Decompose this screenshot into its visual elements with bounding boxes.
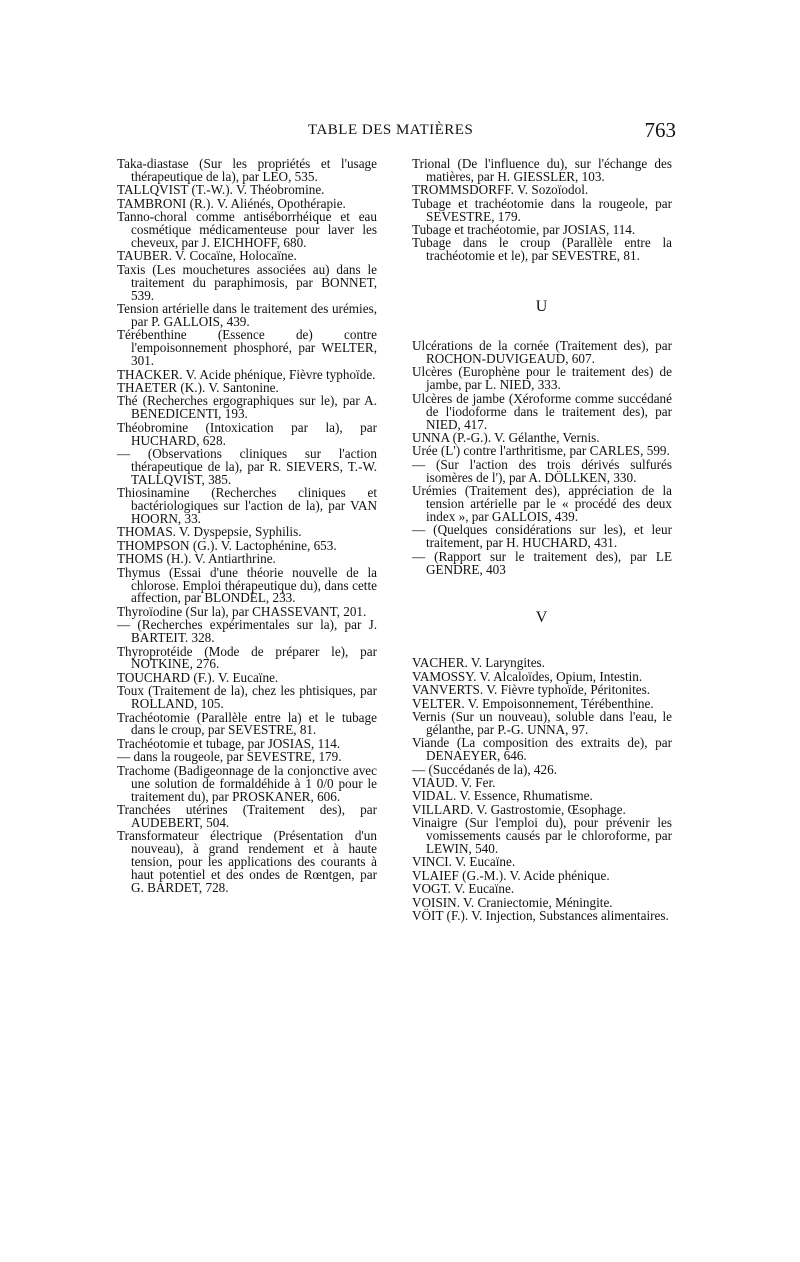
index-column-left xyxy=(117,158,377,895)
index-entry: — (Rapport sur le traitement des), par LE GENDRE, 403 xyxy=(412,548,672,577)
index-entry: Thyroïodine (Sur la), par CHASSEVANT, 201. xyxy=(117,603,367,619)
index-entry: VLAIEF (G.-M.). V. Acide phénique. xyxy=(412,867,610,883)
index-entry: — dans la rougeole, par SEVESTRE, 179. xyxy=(117,749,342,765)
index-entry: TAMBRONI (R.). V. Aliénés, Opothérapie. xyxy=(117,195,346,211)
index-entry: VIDAL. V. Essence, Rhumatisme. xyxy=(412,788,593,804)
index-entry: THOMS (H.). V. Antiarthrine. xyxy=(117,551,276,567)
index-entry: Tubage et trachéotomie, par JOSIAS, 114. xyxy=(412,222,636,238)
index-entry: Viande (La composition des extraits de), par DENAEYER, 646. xyxy=(412,735,672,764)
index-entry: Toux (Traitement de la), chez les phtisiques, par ROLLAND, 105. xyxy=(117,683,377,712)
index-entry: THACKER. V. Acide phénique, Fièvre typhoïde. xyxy=(117,366,376,382)
page-number: 763 xyxy=(644,118,676,142)
index-entry: Ulcérations de la cornée (Traitement des), par ROCHON-DUVIGEAUD, 607. xyxy=(412,338,672,367)
index-entry: VAMOSSY. V. Alcaloïdes, Opium, Intestin. xyxy=(412,668,643,684)
index-entry: Trachome (Badigeonnage de la conjonctive avec une solution de formaldéhide à 1 0/0 pour le traitement du), par PROSKANER, 606. xyxy=(117,762,377,804)
index-entry: VACHER. V. Laryngites. xyxy=(412,655,545,671)
index-entry: Urée (L') contre l'arthritisme, par CARLES, 599. xyxy=(412,443,670,459)
index-entry: Thiosinamine (Recherches cliniques et bactériologiques sur l'action de la), par VAN HOORN, 33. xyxy=(117,485,377,526)
index-entry: VINCI. V. Eucaïne. xyxy=(412,854,516,870)
running-title: TABLE DES MATIÈRES xyxy=(308,122,474,138)
index-entry: Ulcères (Europhène pour le traitement des) de jambe, par L. NIED, 333. xyxy=(412,364,672,393)
index-entry: VOISIN. V. Craniectomie, Méningite. xyxy=(412,894,613,910)
index-entry: Tranchées utérines (Traitement des), par AUDEBERT, 504. xyxy=(117,801,377,830)
index-entry: THAETER (K.). V. Santonine. xyxy=(117,379,279,395)
index-entry: TROMMSDORFF. V. Sozoïodol. xyxy=(412,182,589,198)
index-entry: Théobromine (Intoxication par la), par HUCHARD, 628. xyxy=(117,419,377,448)
index-entry: — (Sur l'action des trois dérivés sulfurés isomères de l'), par A. DÖLLKEN, 330. xyxy=(412,456,672,485)
index-entry: UNNA (P.-G.). V. Gélanthe, Vernis. xyxy=(412,430,600,445)
index-entry: TALLQVIST (T.-W.). V. Théobromine. xyxy=(117,182,325,198)
index-entry: TOUCHARD (F.). V. Eucaïne. xyxy=(117,669,279,685)
index-entry: Trional (De l'influence du), sur l'échange des matières, par H. GIESSLER, 103. xyxy=(412,156,672,184)
index-entry: Transformateur électrique (Présentation d'un nouveau), à grand rendement et à haute tension, pour les applications des courants à haut potentiel et des ondes de Rœntgen, par G. BARDET, 728. xyxy=(117,828,377,895)
index-entry: — (Quelques considérations sur les), et leur traitement, par H. HUCHARD, 431. xyxy=(412,522,672,551)
index-entry: VOGT. V. Eucaïne. xyxy=(412,881,515,897)
index-entry: Térébenthine (Essence de) contre l'empoisonnement phosphoré, par WELTER, 301. xyxy=(117,327,377,369)
index-entry: VIAUD. V. Fer. xyxy=(412,775,496,791)
index-entry: Thé (Recherches ergographiques sur le), par A. BENEDICENTI, 193. xyxy=(117,393,377,422)
index-entry: Tanno-choral comme antiséborrhéique et eau cosmétique médicamenteuse pour laver les cheveux, par J. EICHHOFF, 680. xyxy=(117,209,377,250)
section-letter-u: U xyxy=(535,298,549,316)
index-entry: THOMAS. V. Dyspepsie, Syphilis. xyxy=(117,524,302,540)
index-column-right xyxy=(412,158,672,924)
index-entry: Taka-diastase (Sur les propriétés et l'usage thérapeutique de la), par LEO, 535. xyxy=(117,156,377,184)
index-entry: TAUBER. V. Cocaïne, Holocaïne. xyxy=(117,248,297,264)
index-entry: — (Recherches expérimentales sur la), par J. BARTEIT. 328. xyxy=(117,617,377,646)
page-header xyxy=(118,118,676,144)
index-entry: Thyroprotéide (Mode de préparer le), par NOTKINE, 276. xyxy=(117,643,377,672)
index-entry: Trachéotomie (Parallèle entre la) et le tubage dans le croup, par SEVESTRE, 81. xyxy=(117,709,377,738)
index-entry: VELTER. V. Empoisonnement, Térébenthine. xyxy=(412,695,654,711)
index-entry: — (Succédanés de la), 426. xyxy=(412,761,558,777)
index-entry: Trachéotomie et tubage, par JOSIAS, 114. xyxy=(117,735,341,751)
index-entry: VÖIT (F.). V. Injection, Substances alimentaires. xyxy=(412,908,669,924)
index-entry: Tubage dans le croup (Parallèle entre la trachéotomie et le), par SEVESTRE, 81. xyxy=(412,235,672,264)
index-entry: THOMPSON (G.). V. Lactophénine, 653. xyxy=(117,537,337,553)
index-entry: Ulcères de jambe (Xéroforme comme succédané de l'iodoforme dans le traitement des), par NIED, 417. xyxy=(412,390,672,432)
section-letter-v: V xyxy=(535,609,549,627)
index-entry: — (Observations cliniques sur l'action thérapeutique de la), par R. SIEVERS, T.-W. TALLQVIST, 385. xyxy=(117,445,377,487)
index-entry: Taxis (Les mouchetures associées au) dans le traitement du paraphimosis, par BONNET, 539. xyxy=(117,261,377,303)
index-entry: Thymus (Essai d'une théorie nouvelle de la chlorose. Emploi thérapeutique du), dans cette affection, par BLONDEL, 233. xyxy=(117,564,377,606)
index-entry: VILLARD. V. Gastrostomie, Œsophage. xyxy=(412,801,626,817)
index-entry: Vinaigre (Sur l'emploi du), pour prévenir les vomissements causés par le chloroforme, par LEWIN, 540. xyxy=(412,815,672,857)
index-entry: Tension artérielle dans le traitement des urémies, par P. GALLOIS, 439. xyxy=(117,300,377,329)
index-entry: Vernis (Sur un nouveau), soluble dans l'eau, le gélanthe, par P.-G. UNNA, 97. xyxy=(412,709,672,737)
index-entry: Urémies (Traitement des), appréciation de la tension artérielle par le « procédé des deux index », par GALLOIS, 439. xyxy=(412,483,672,524)
index-entry: VANVERTS. V. Fièvre typhoïde, Péritonites. xyxy=(412,682,651,698)
index-entry: Tubage et trachéotomie dans la rougeole, par SEVESTRE, 179. xyxy=(412,195,672,224)
